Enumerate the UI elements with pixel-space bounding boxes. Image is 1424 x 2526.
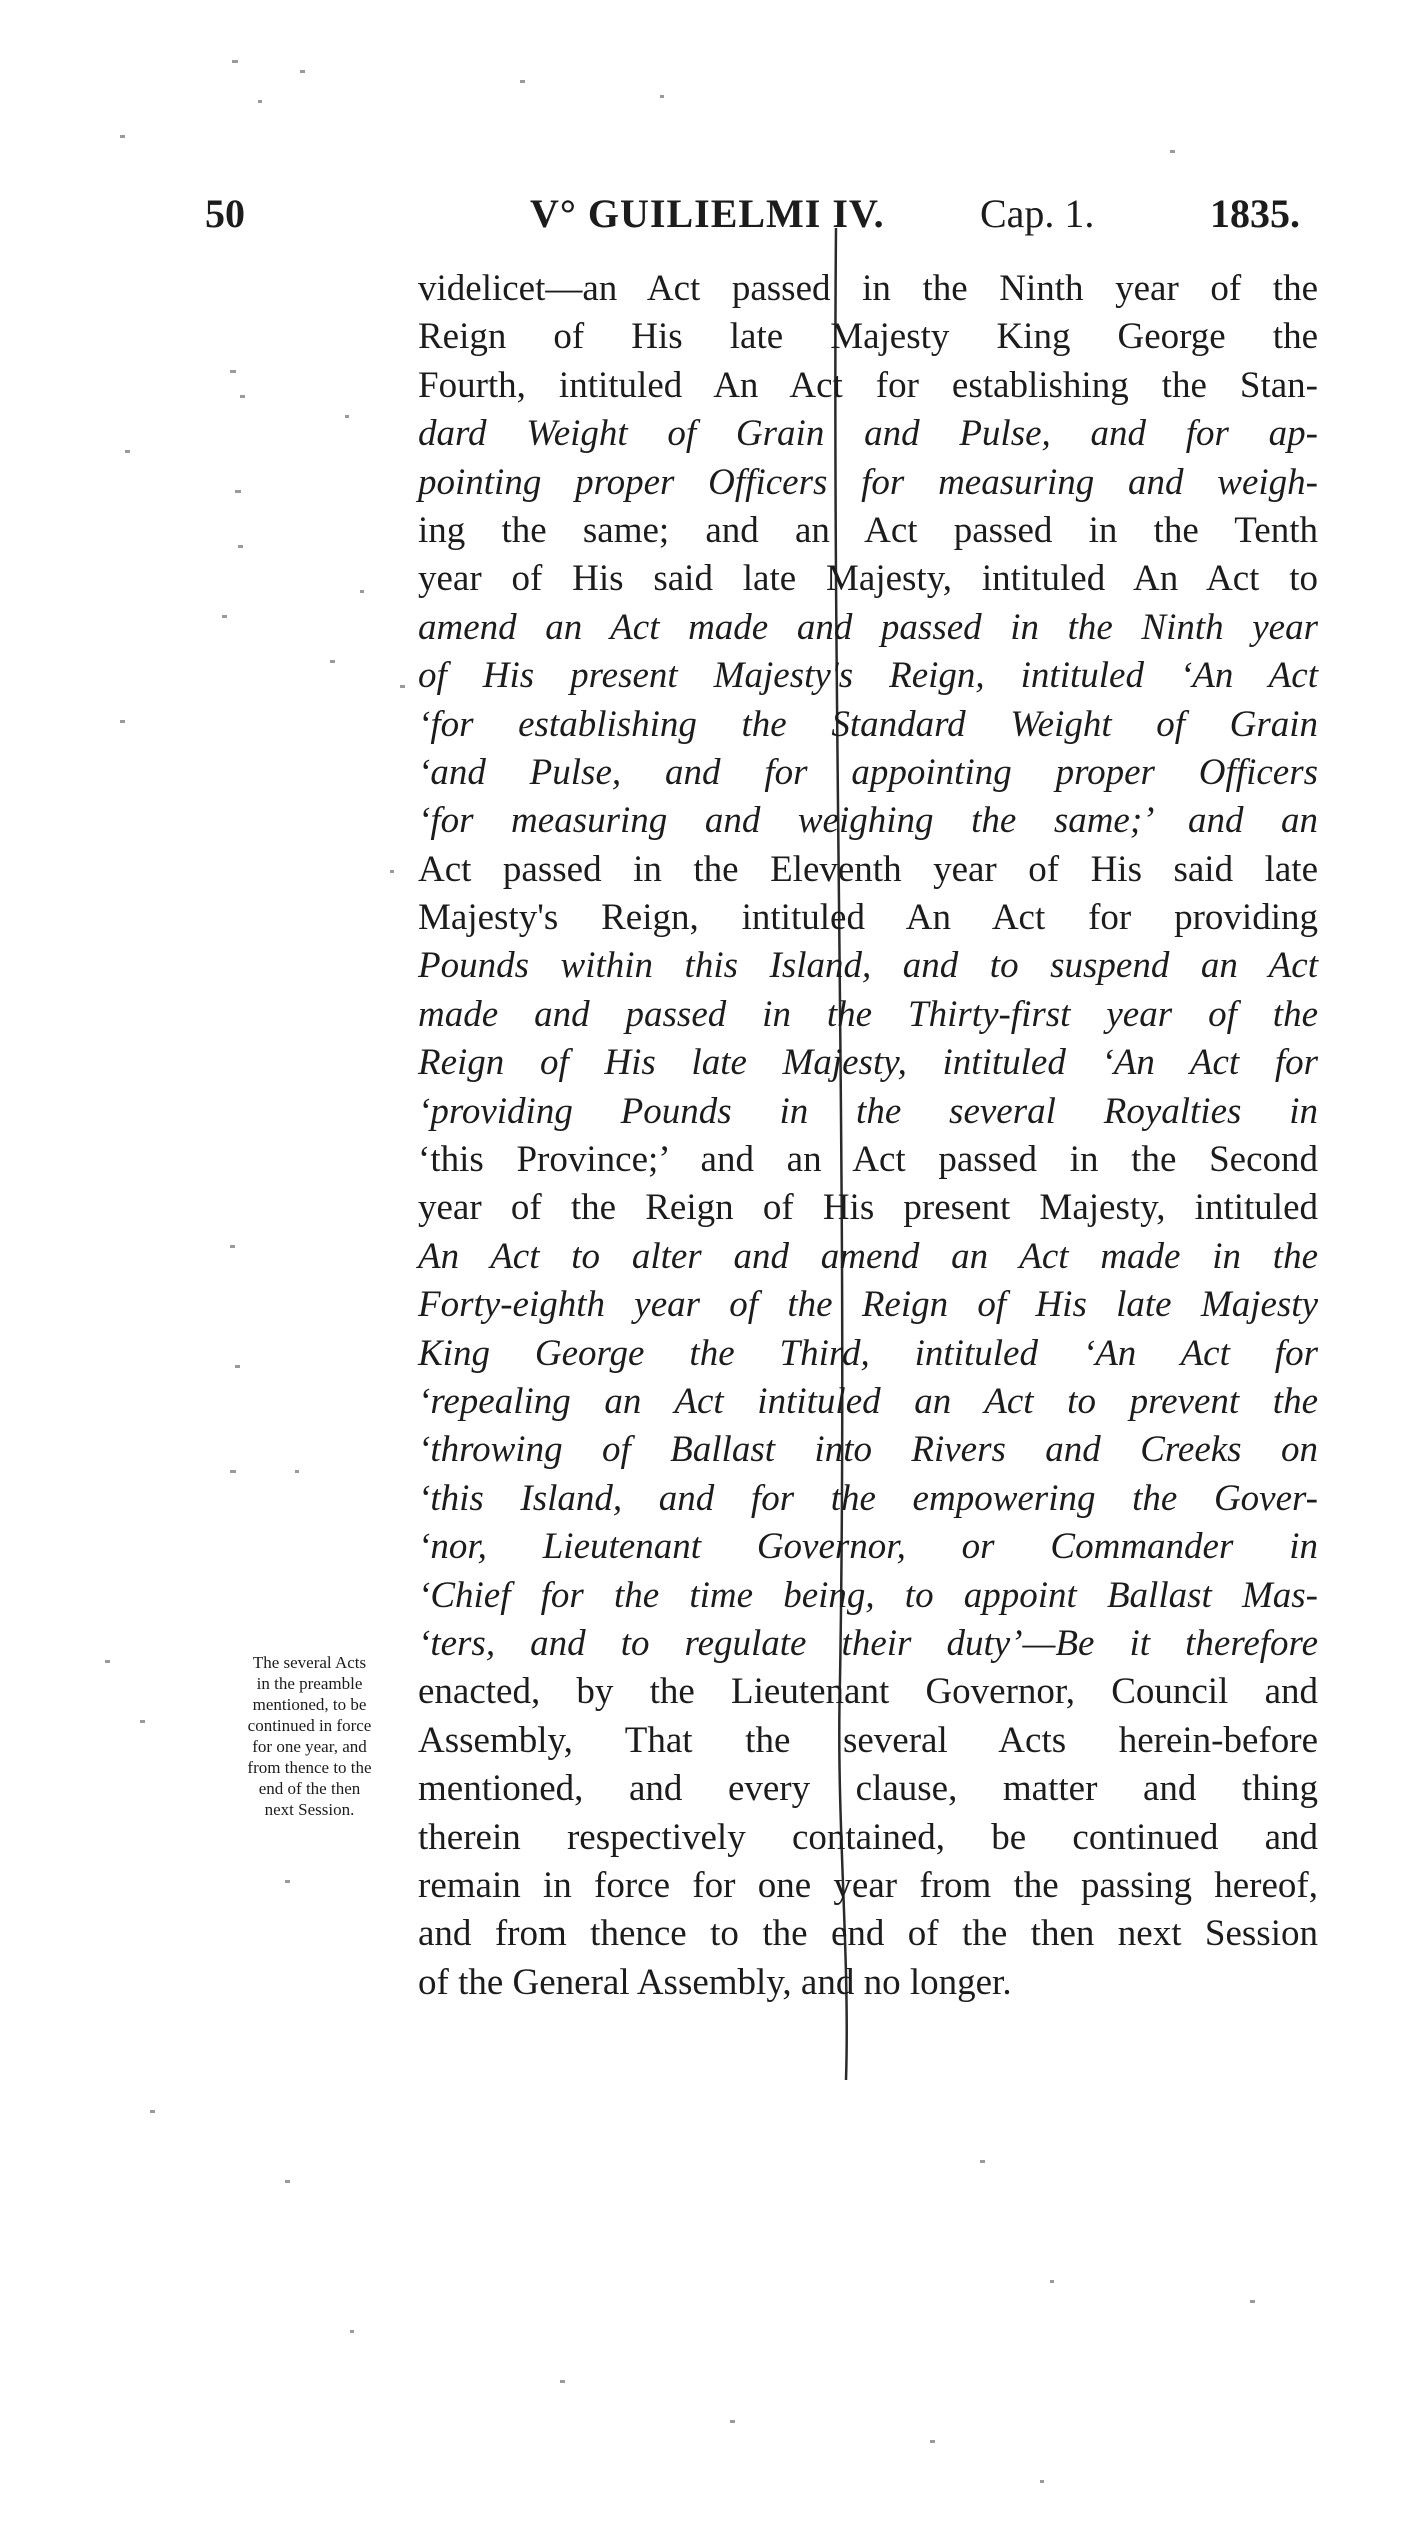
body-text (418, 265, 1318, 2007)
body-line: of the General Assembly, and no longer. (418, 1961, 1012, 2003)
marginal-note-line: mentioned, to be (252, 1695, 367, 1714)
running-head-year: 1835. (1210, 191, 1300, 236)
running-head-chapter: Cap. 1. (980, 191, 1095, 236)
body-line: of His present Majesty's Reign, intituled ‘An Act (418, 655, 1318, 697)
body-line: ‘repealing an Act intituled an Act to prevent the (418, 1380, 1318, 1422)
body-line: Assembly, That the several Acts herein-before (418, 1719, 1318, 1761)
body-line: ‘ters, and to regulate their duty’—Be it therefore (418, 1622, 1318, 1664)
body-line: An Act to alter and amend an Act made in the (418, 1235, 1318, 1277)
body-line: ‘nor, Lieutenant Governor, or Commander in (418, 1526, 1318, 1568)
running-head-title: V° GUILIELMI IV. (530, 191, 885, 236)
body-line: pointing proper Officers for measuring and weigh- (418, 461, 1318, 503)
body-line: dard Weight of Grain and Pulse, and for ap- (418, 413, 1318, 455)
body-line: ‘for measuring and weighing the same;’ and an (418, 800, 1318, 842)
body-line: Reign of His late Majesty, intituled ‘An Act for (418, 1042, 1318, 1084)
body-line: amend an Act made and passed in the Ninth year (418, 606, 1318, 648)
marginal-note-line: from thence to the (247, 1758, 372, 1777)
body-line: ‘this Province;’ and an Act passed in the Second (418, 1139, 1318, 1181)
body-line: Majesty's Reign, intituled An Act for providing (418, 897, 1318, 939)
marginal-note-line: end of the then (258, 1779, 361, 1798)
running-head (0, 190, 1424, 250)
body-line: remain in force for one year from the passing hereof, (418, 1864, 1318, 1906)
body-line: Forty-eighth year of the Reign of His late Majesty (418, 1284, 1318, 1326)
marginal-note (207, 1652, 412, 1820)
marginal-note-line: The several Acts (252, 1653, 367, 1672)
body-line: made and passed in the Thirty-first year of the (418, 993, 1318, 1035)
body-line: enacted, by the Lieutenant Governor, Council and (418, 1671, 1318, 1713)
marginal-note-line: continued in force (247, 1716, 372, 1735)
body-line: ‘throwing of Ballast into Rivers and Creeks on (418, 1429, 1318, 1471)
body-line: ‘Chief for the time being, to appoint Ballast Mas- (418, 1574, 1318, 1616)
body-line: year of His said late Majesty, intituled An Act to (418, 558, 1318, 600)
body-line: Act passed in the Eleventh year of His said late (418, 848, 1318, 890)
body-line: and from thence to the end of the then next Session (418, 1913, 1318, 1955)
marginal-note-line: next Session. (264, 1800, 355, 1819)
body-line: mentioned, and every clause, matter and thing (418, 1768, 1318, 1810)
body-line: year of the Reign of His present Majesty, intituled (418, 1187, 1318, 1229)
body-line: King George the Third, intituled ‘An Act for (418, 1332, 1318, 1374)
body-line: ‘this Island, and for the empowering the Gover- (418, 1477, 1318, 1519)
body-line: ‘for establishing the Standard Weight of Grain (418, 703, 1318, 745)
page-number: 50 (205, 191, 245, 236)
body-line: ‘and Pulse, and for appointing proper Officers (418, 751, 1318, 793)
body-line: Fourth, intituled An Act for establishing the Stan- (418, 364, 1318, 406)
body-line: Reign of His late Majesty King George the (418, 316, 1318, 358)
body-line: ing the same; and an Act passed in the Tenth (418, 509, 1318, 551)
body-line: videlicet—an Act passed in the Ninth year of the (418, 268, 1318, 309)
body-line: ‘providing Pounds in the several Royalties in (418, 1090, 1318, 1132)
body-line: therein respectively contained, be continued and (418, 1816, 1318, 1858)
body-line: Pounds within this Island, and to suspend an Act (418, 945, 1318, 987)
marginal-note-line: for one year, and (252, 1737, 367, 1756)
marginal-note-line: in the preamble (256, 1674, 363, 1693)
